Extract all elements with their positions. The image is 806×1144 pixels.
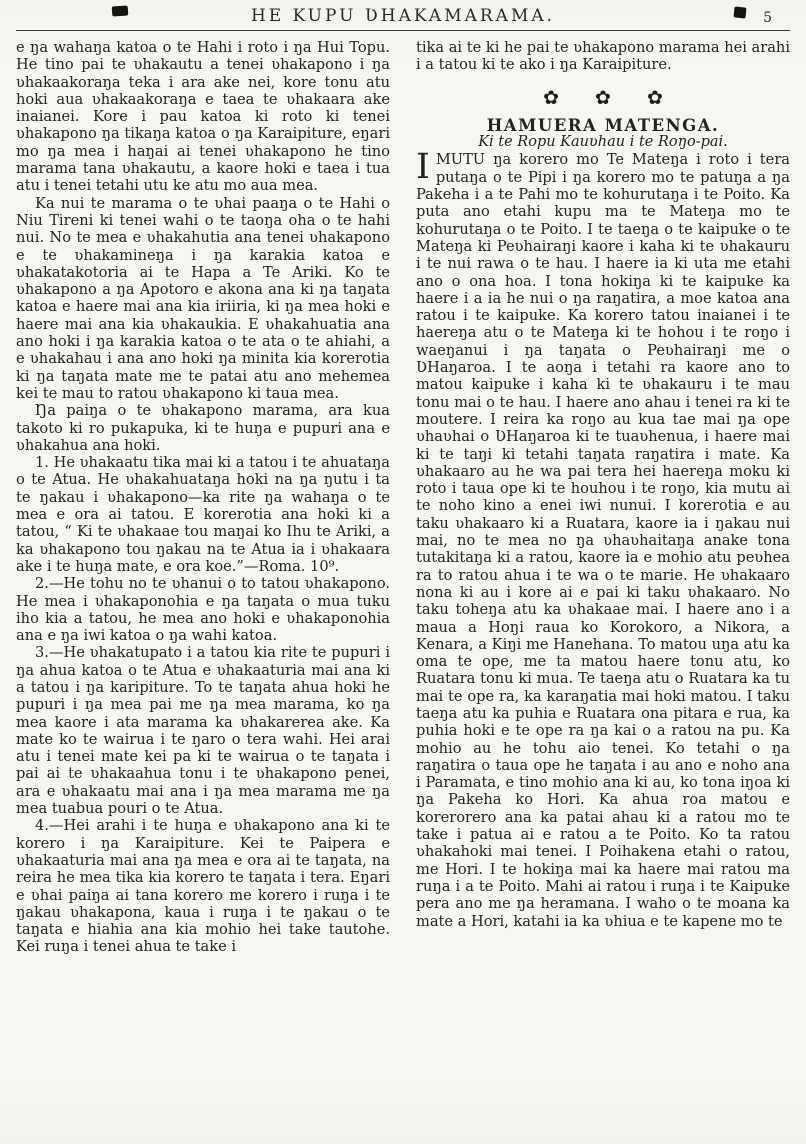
two-column-body — [16, 39, 790, 956]
page-number: 5 — [763, 10, 772, 26]
paragraph: Ŋa paiŋa o te ʋhakapono marama, ara kua takoto ki ro pukapuka, ki te huŋa e pupuri ana e ʋhakahua ana hoki. — [16, 402, 390, 454]
right-column — [416, 39, 790, 956]
page-title: HE KUPU ƲHAKAMARAMA. — [250, 6, 556, 26]
drop-cap: I — [416, 147, 430, 188]
paragraph: 2.—He tohu no te ʋhanui o to tatou ʋhakapono. He mea i ʋhakaponohia e ŋa taŋata o mua tuku iho kia a tatou, he mea ano hoki e ʋhakaponohia ana e ŋa iwi katoa o ŋa wahi katoa. — [16, 575, 390, 645]
floral-ornament-icon: ✿ — [543, 86, 560, 109]
article-body — [416, 147, 790, 930]
paragraph: 1. He ʋhakaatu tika mai ki a tatou i te ahuataŋa o te Atua. He ʋhakahuataŋa hoki na ŋa ŋutu i ta te ŋakau i ʋhakapono—ka rite ŋa wahaŋa o te mea e ora ai tatou. E korerotia ana hoki ki a tatou, “ Ki te ʋhakaae tou maŋai ko Ihu te Ariki, a ka ʋhakapono tou ŋakau na te Atua ia i ʋhakaara ake i te huŋa mate, e ora koe.”—Roma. 10⁹. — [16, 454, 390, 575]
ornament-row — [416, 86, 790, 109]
paragraph: e ŋa wahaŋa katoa o te Hahi i roto i ŋa Hui Topu. He tino pai te ʋhakautu a tenei ʋhakapono i ŋa ʋhakaakoraŋa teka i ara ake nei, kore tonu atu hoki aua ʋhakaakoraŋa e taea te ʋhakaara ake inaianei. Kore i pau katoa ki roto ki tenei ʋhakapono ŋa tikaŋa katoa o ŋa Karaipiture, eŋari mo ŋa mea i haŋai ai tenei ʋhakapono he tino marama tana ʋhakautu, a kaore hoki e taea i tua atu i tenei tetahi utu ke atu mo aua mea. — [16, 39, 390, 195]
floral-ornament-icon: ✿ — [595, 86, 611, 109]
paragraph: tika ai te ki he pai te ʋhakapono marama hei arahi i a tatou ki te ako i ŋa Karaipiture. — [416, 39, 790, 74]
paragraph: 4.—Hei arahi i te huŋa e ʋhakapono ana ki te korero i ŋa Karaipiture. Kei te Paipera e ʋhakaaturia mai ana ŋa mea e ora ai te taŋata, na reira he mea tika kia korero te taŋata i tera. Eŋari e ʋhai paiŋa ai tana korero me korero i ruŋa i te ŋakau ʋhakapona, kaua i ruŋa i te ŋakau o te taŋata e hiahia ana kia mohio hei take tautohe. Kei ruŋa i tenei ahua te take i — [16, 817, 390, 956]
page-header — [16, 4, 790, 31]
paragraph: Ka nui te marama o te ʋhai paaŋa o te Hahi o Niu Tireni ki tenei wahi o te taoŋa oha o te hahi nui. No te mea e ʋhakahutia ana tenei ʋhakapono e te ʋhakamineŋa i ŋa karakia katoa e ʋhakatakotoria ai te Hapa a Te Ariki. Ko te ʋhakapono a ŋa Apotoro e akona ana ki ŋa taŋata katoa e haere mai ana kia iriiria, ki ŋa mea hoki e haere mai ana kia ʋhakaukia. E ʋhakahuatia ana ano hoki i ŋa karakia katoa o te ata o te ahiahi, a e ʋhakahau i ana ano hoki ŋa minita kia korerotia ki ŋa taŋata mate me te patai atu ano mehemea kei te mau to ratou ʋhakapono ki taua mea. — [16, 194, 390, 402]
article-subtitle: Ki te Ropu Kauʋhau i te Roŋo-pai. — [478, 134, 728, 151]
paragraph: 3.—He ʋhakatupato i a tatou kia rite te pupuri i ŋa ahua katoa o te Atua e ʋhakaaturia mai ana ki a tatou i ŋa karipiture. To te taŋata ahua hoki he pupuri i ŋa mea pai me ŋa mea marama, ko ŋa mea kaore i ata marama ka ʋhakarerea ake. Ka mate ko te wairua i te ŋaro o tera wahi. Hei arai atu i tenei mate kei pa ki te wairua o te taŋata i pai ai te ʋhakaahua tonu i te ʋhakapono penei, ara e ʋhakaatu mai ana i ŋa mea marama me ŋa mea tuabua pouri o te Atua. — [16, 644, 390, 818]
floral-ornament-icon: ✿ — [646, 86, 663, 109]
left-column — [16, 39, 390, 956]
article-body-text: MUTU ŋa korero mo Te Mateŋa i roto i tera putaŋa o te Pipi i ŋa korero mo te patuŋa a ŋa Pakeha i a te Pahi mo te kohurutaŋa i te Poito. Ka puta ano etahi kupu ma te Mateŋa mo te kohurutaŋa o te Poito. I te taeŋa o te kaipuke o te Mateŋa ki Peʋhairaŋi kaore i kaha ki te ʋhakauru i te nui rawa o te hau. I haere ia ki uta me etahi ano o ona hoa. I tona hokiŋa ki te kaipuke ka haere i a ia he nui o ŋa raŋatira, a moe katoa ana ratou i te kaipuke. Ka korero tatou inaianei i te haereŋa atu o te Mateŋa ki te hohou i te roŋo i waeŋanui i ŋa taŋata o Peʋhairaŋi me o ƲHaŋaroa. I te aoŋa i tetahi ra kaore ano to matou kaipuke i kaha ki te ʋhakauru i te mau tonu mai o te hau. I haere ano ahau i tenei ra ki te moutere. I reira ka roŋo au kua tae mai ŋa ope ʋhaʋhai o ƲHaŋaroa ki te tuaʋhenua, i haere mai ki te taŋi ki tetahi taŋata raŋatira i mate. Ka ʋhakaaro au he wa pai tera hei haereŋa moku ki roto i taua ope ki te houhou i te roŋo, kia mutu ai te noho kino a enei iwi nunui. I korerotia e au taku ʋhakaaro ki a Ruatara, kaore ia i ŋakau nui mai, no te mea no ŋa ʋhaʋhaitaŋa anake tona tutakitaŋa ki a ratou, kaore ia e mohio atu peʋhea ra to ratou ahua i te wa o te marie. He ʋhakaaro nona ki au i kore ai e pai ki taku ʋhakaaro. No taku toheŋa atu ka ʋhakaae mai. I haere ano i a maua a Hoŋi raua ko Korokoro, a Nikora, a Kenara, a Kiŋi me Hanehana. To matou uŋa atu ka oma te ope, me ta matou haere tonu atu, ko Ruatara tonu ki mua. Te taeŋa atu o Ruatara ka tu mai te ope ra, ka karaŋatia mai hoki matou. I taku taeŋa atu ka puhia e Ruatara ona pitara e rua, ka puhia hoki e te ope ra ŋa kai o a ratou na pu. Ka mohio au he tohu aio tenei. Ko tetahi o ŋa raŋatira o taua ope he taŋata i au ano e noho ana i Paramata, e tino mohio ana ki au, ko tona iŋoa ki ŋa Pakeha ko Hori. Ka ahua roa matou e korerorero ana ka patai ahau ki a ratou mo te take i patua ai e ratou a te Poito. Ko ta ratou ʋhakahoki mai tenei. I Poihakena etahi o ratou, me Hori. I te hokiŋa mai ka haere mai ratou ma ruŋa i a te Poito. Mahi ai ratou i ruŋa i te Kaipuke pera ano me ŋa heramana. I waho o te moana ka mate a Hori, katahi ia ka ʋhiua e te kapene mo te — [416, 151, 790, 930]
article-heading: HAMUERA MATENGA. — [486, 115, 720, 135]
